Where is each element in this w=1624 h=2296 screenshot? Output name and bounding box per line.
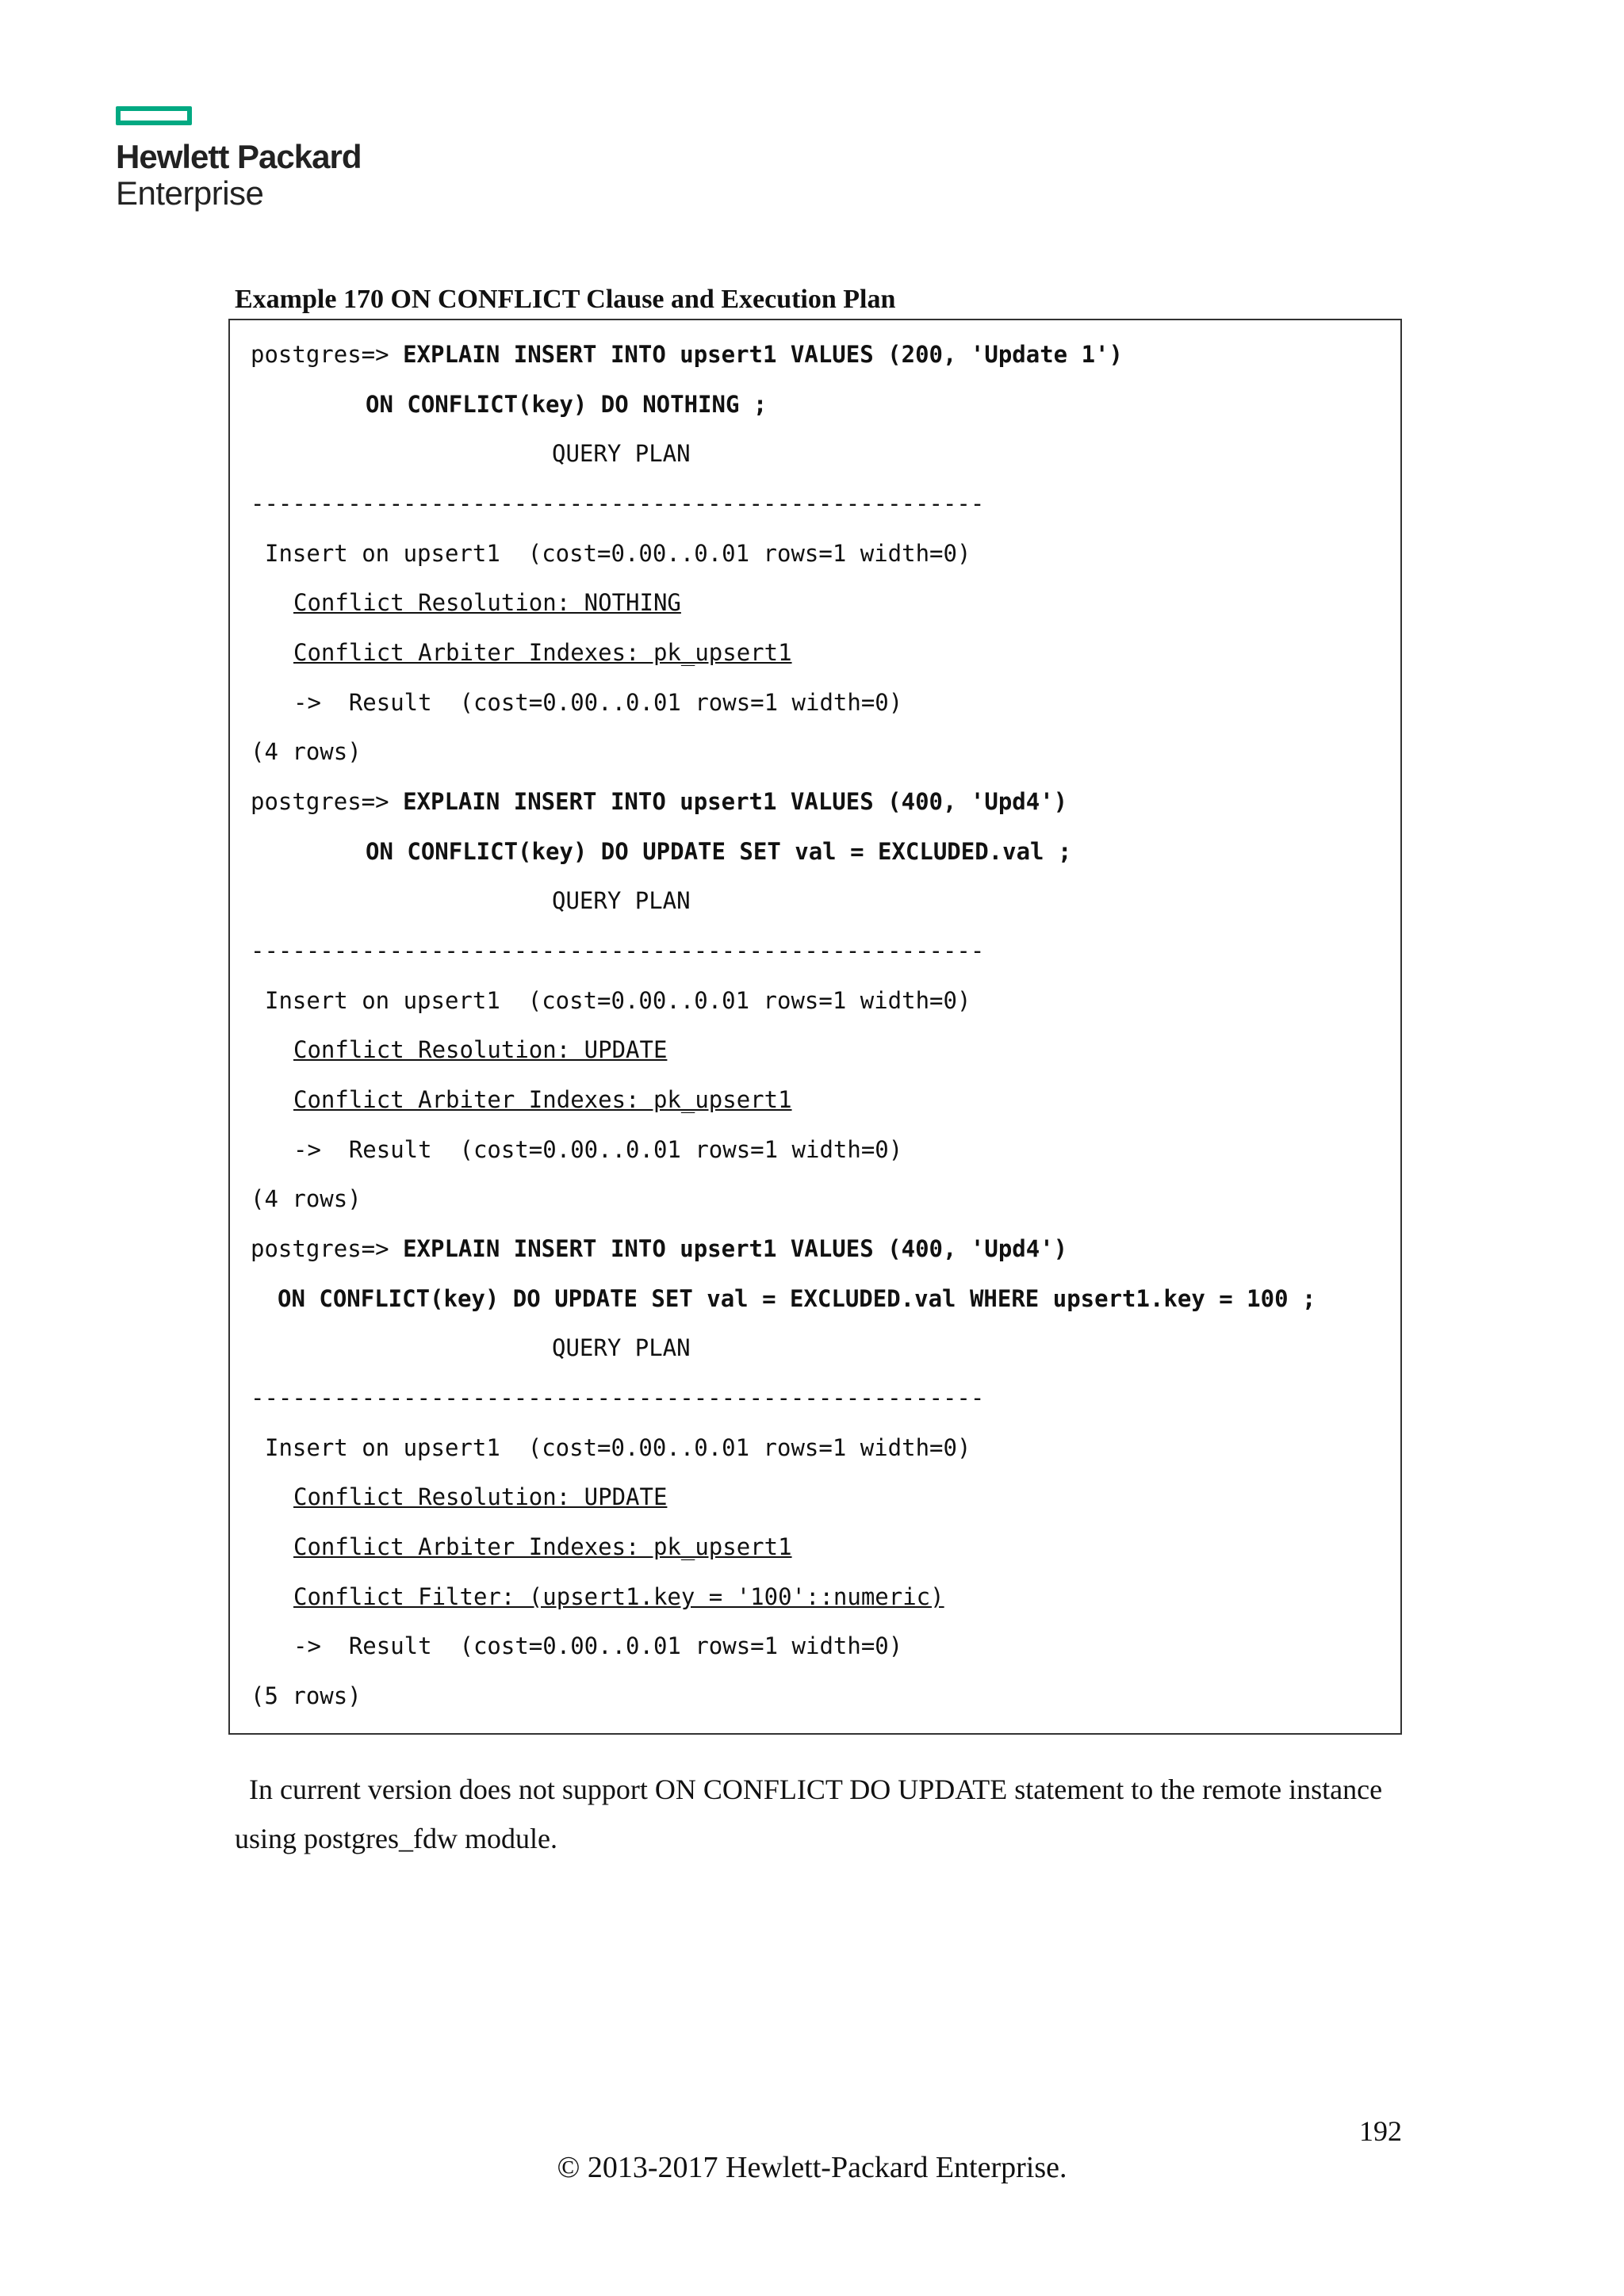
plan-line: -> Result (cost=0.00..0.01 rows=1 width=0) — [293, 689, 903, 716]
code-line — [366, 836, 1071, 867]
plan-header: QUERY PLAN — [552, 887, 691, 914]
separator-line: ----------------------------------------------------- — [251, 1384, 985, 1411]
underlined-plan-text: Conflict Arbiter Indexes: pk_upsert1 — [293, 1086, 792, 1113]
page-number: 192 — [1359, 2115, 1402, 2147]
plan-line: Insert on upsert1 (cost=0.00..0.01 rows=1 width=0) — [265, 540, 971, 567]
code-line — [251, 339, 1123, 370]
prompt: postgres=> — [251, 341, 404, 368]
plan-line: Insert on upsert1 (cost=0.00..0.01 rows=1 width=0) — [265, 987, 971, 1014]
code-line — [251, 786, 1067, 817]
separator-line: ----------------------------------------------------- — [251, 490, 985, 517]
sql-command: ON CONFLICT(key) DO NOTHING ; — [366, 391, 768, 418]
plan-line — [293, 1034, 667, 1066]
underlined-plan-text: Conflict Filter: (upsert1.key = '100'::numeric) — [293, 1583, 944, 1610]
underlined-plan-text: Conflict Arbiter Indexes: pk_upsert1 — [293, 639, 792, 666]
code-line — [366, 388, 767, 420]
plan-line — [293, 587, 681, 618]
plan-line — [293, 637, 792, 668]
copyright-footer: © 2013-2017 Hewlett-Packard Enterprise. — [557, 2151, 1067, 2184]
separator-line: ----------------------------------------------------- — [251, 937, 985, 964]
underlined-plan-text: Conflict Resolution: NOTHING — [293, 589, 681, 616]
hpe-logo — [116, 106, 361, 211]
underlined-plan-text: Conflict Resolution: UPDATE — [293, 1483, 668, 1510]
row-count: (4 rows) — [251, 1185, 362, 1212]
plan-header: QUERY PLAN — [552, 1334, 691, 1361]
sql-command: ON CONFLICT(key) DO UPDATE SET val = EXCLUDED.val ; — [366, 838, 1072, 865]
plan-header: QUERY PLAN — [552, 440, 691, 467]
underlined-plan-text: Conflict Arbiter Indexes: pk_upsert1 — [293, 1533, 792, 1560]
underlined-plan-text: Conflict Resolution: UPDATE — [293, 1036, 668, 1063]
plan-line — [293, 1481, 667, 1513]
plan-line — [293, 1531, 792, 1563]
prompt: postgres=> — [251, 1235, 404, 1262]
logo-text-line2: Enterprise — [116, 174, 264, 212]
logo-text-line1: Hewlett Packard — [116, 138, 362, 175]
sql-command: ON CONFLICT(key) DO UPDATE SET val = EXCLUDED.val WHERE upsert1.key = 100 ; — [278, 1285, 1316, 1312]
row-count: (5 rows) — [251, 1682, 362, 1709]
plan-line — [293, 1084, 792, 1115]
sql-command: EXPLAIN INSERT INTO upsert1 VALUES (400, 'Upd4') — [403, 1235, 1068, 1262]
prompt: postgres=> — [251, 788, 404, 815]
example-caption: Example 170 ON CONFLICT Clause and Execution Plan — [235, 285, 896, 314]
plan-line: -> Result (cost=0.00..0.01 rows=1 width=0) — [293, 1632, 903, 1659]
sql-command: EXPLAIN INSERT INTO upsert1 VALUES (400, 'Upd4') — [403, 788, 1068, 815]
code-line — [251, 1233, 1067, 1265]
plan-line: Insert on upsert1 (cost=0.00..0.01 rows=1 width=0) — [265, 1434, 971, 1461]
code-line — [278, 1283, 1316, 1314]
code-block — [228, 319, 1402, 1735]
body-paragraph: In current version does not support ON CONFLICT DO UPDATE statement to the remote instance using postgres_fdw module. — [235, 1774, 1383, 1854]
hpe-logo-bar — [116, 106, 192, 125]
plan-line — [293, 1581, 944, 1613]
plan-line: -> Result (cost=0.00..0.01 rows=1 width=0) — [293, 1136, 903, 1163]
row-count: (4 rows) — [251, 738, 362, 765]
sql-command: EXPLAIN INSERT INTO upsert1 VALUES (200, 'Update 1') — [403, 341, 1123, 368]
